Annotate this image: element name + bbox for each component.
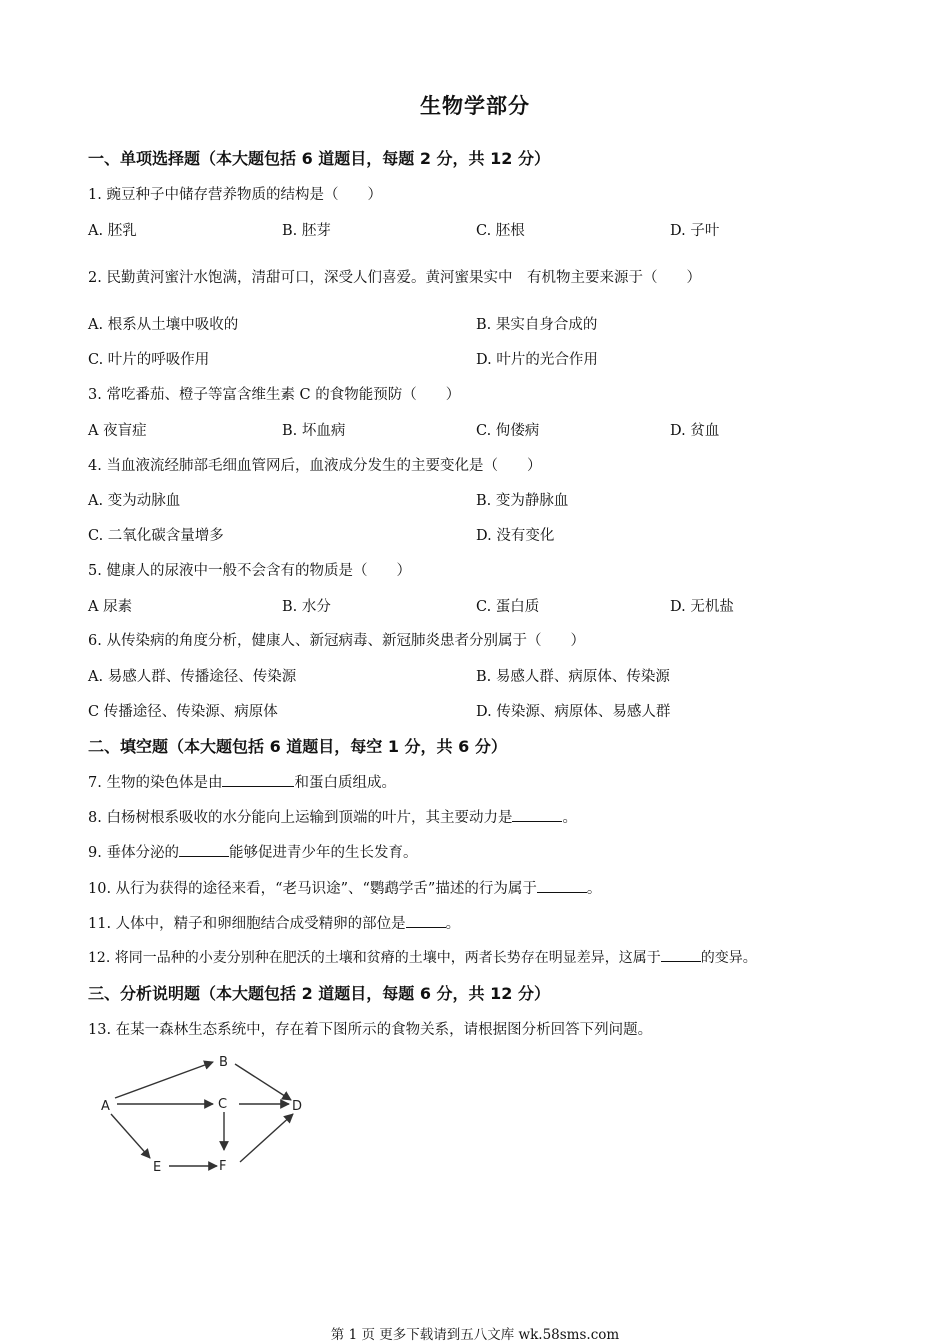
arrow-a-to-b [115, 1062, 213, 1098]
q5-option-b: B. 水分 [282, 599, 331, 615]
q10-text-after: 。 [586, 881, 602, 897]
q5-option-c: C. 蛋白质 [476, 599, 540, 615]
q5-option-d: D. 无机盐 [670, 599, 734, 615]
question-6-stem: 6. 从传染病的角度分析，健康人、新冠病毒、新冠肺炎患者分别属于（ ） [88, 633, 585, 649]
q7-text-before: 7. 生物的染色体是由 [88, 775, 223, 791]
question-9 [88, 841, 417, 862]
food-web-arrows [111, 1062, 293, 1166]
q5-option-a: A 尿素 [88, 599, 133, 615]
q1-option-d: D. 子叶 [670, 223, 720, 239]
page-footer: 第 1 页 更多下载请到五八文库 wk.58sms.com [330, 1327, 620, 1343]
food-web-diagram [95, 1050, 325, 1180]
question-3-stem: 3. 常吃番茄、橙子等富含维生素 C 的食物能预防（ ） [88, 387, 461, 403]
q6-option-b: B. 易感人群、病原体、传染源 [476, 669, 670, 685]
q9-text-after: 能够促进青少年的生长发育。 [228, 845, 418, 861]
section-heading-multiple-choice: 一、单项选择题（本大题包括 6 道题目，每题 2 分，共 12 分） [88, 149, 550, 168]
q6-option-a: A. 易感人群、传播途径、传染源 [88, 669, 297, 685]
q4-option-a: A. 变为动脉血 [88, 493, 181, 509]
q6-option-d: D. 传染源、病原体、易感人群 [476, 704, 671, 720]
q1-option-a: A. 胚乳 [88, 223, 137, 239]
question-11 [88, 912, 460, 933]
q4-option-c: C. 二氧化碳含量增多 [88, 528, 224, 544]
q12-answer-blank[interactable] [661, 947, 701, 962]
q3-option-c: C. 佝偻病 [476, 423, 540, 439]
q10-text-before: 10. 从行为获得的途径来看，“老马识途”、“鹦鹉学舌”描述的行为属于 [88, 881, 537, 897]
arrow-b-to-d [235, 1064, 291, 1100]
arrow-f-to-d [240, 1114, 293, 1162]
page-title: 生物学部分 [420, 94, 530, 118]
q8-answer-blank[interactable] [512, 807, 562, 822]
q2-option-c: C. 叶片的呼吸作用 [88, 352, 210, 368]
q2-option-b: B. 果实自身合成的 [476, 317, 598, 333]
q7-text-after: 和蛋白质组成。 [294, 775, 396, 791]
q8-text-before: 8. 白杨树根系吸收的水分能向上运输到顶端的叶片，其主要动力是 [88, 810, 513, 826]
q1-option-c: C. 胚根 [476, 223, 525, 239]
q9-answer-blank[interactable] [179, 842, 229, 857]
q12-text-after: 的变异。 [700, 950, 757, 966]
q11-text-before: 11. 人体中，精子和卵细胞结合成受精卵的部位是 [88, 916, 406, 932]
node-b: B [219, 1055, 228, 1070]
q3-option-a: A 夜盲症 [88, 423, 147, 439]
question-13-stem: 13. 在某一森林生态系统中，存在着下图所示的食物关系，请根据图分析回答下列问题。 [88, 1022, 653, 1038]
q1-option-b: B. 胚芽 [282, 223, 331, 239]
question-10 [88, 877, 601, 898]
q4-option-b: B. 变为静脉血 [476, 493, 569, 509]
question-5-stem: 5. 健康人的尿液中一般不会含有的物质是（ ） [88, 563, 411, 579]
question-4-stem: 4. 当血液流经肺部毛细血管网后，血液成分发生的主要变化是（ ） [88, 458, 542, 474]
q6-option-c: C 传播途径、传染源、病原体 [88, 704, 278, 720]
node-e: E [153, 1160, 162, 1175]
q3-option-d: D. 贫血 [670, 423, 720, 439]
node-f: F [219, 1159, 227, 1174]
q7-answer-blank[interactable] [222, 772, 294, 787]
arrow-a-to-e [111, 1114, 150, 1158]
question-8 [88, 806, 577, 827]
node-c: C [218, 1097, 228, 1112]
q11-text-after: 。 [445, 916, 461, 932]
question-7 [88, 771, 396, 792]
q8-text-after: 。 [562, 810, 577, 826]
node-a: A [101, 1099, 110, 1114]
q9-text-before: 9. 垂体分泌的 [88, 845, 179, 861]
question-12 [88, 947, 757, 967]
section-heading-analysis: 三、分析说明题（本大题包括 2 道题目，每题 6 分，共 12 分） [88, 984, 550, 1003]
q11-answer-blank[interactable] [406, 913, 446, 928]
q4-option-d: D. 没有变化 [476, 528, 555, 544]
section-heading-fill-in: 二、填空题（本大题包括 6 道题目，每空 1 分，共 6 分） [88, 737, 507, 756]
q2-option-d: D. 叶片的光合作用 [476, 352, 598, 368]
q10-answer-blank[interactable] [537, 878, 587, 893]
node-d: D [292, 1099, 303, 1114]
question-1-stem: 1. 豌豆种子中储存营养物质的结构是（ ） [88, 187, 382, 203]
q12-text-before: 12. 将同一品种的小麦分别种在肥沃的土壤和贫瘠的土壤中，两者长势存在明显差异，这属于 [88, 950, 661, 966]
q3-option-b: B. 坏血病 [282, 423, 346, 439]
q2-option-a: A. 根系从土壤中吸收的 [88, 317, 239, 333]
question-2-stem: 2. 民勤黄河蜜汁水饱满，清甜可口，深受人们喜爱。黄河蜜果实中 有机物主要来源于（ ） [88, 270, 701, 286]
